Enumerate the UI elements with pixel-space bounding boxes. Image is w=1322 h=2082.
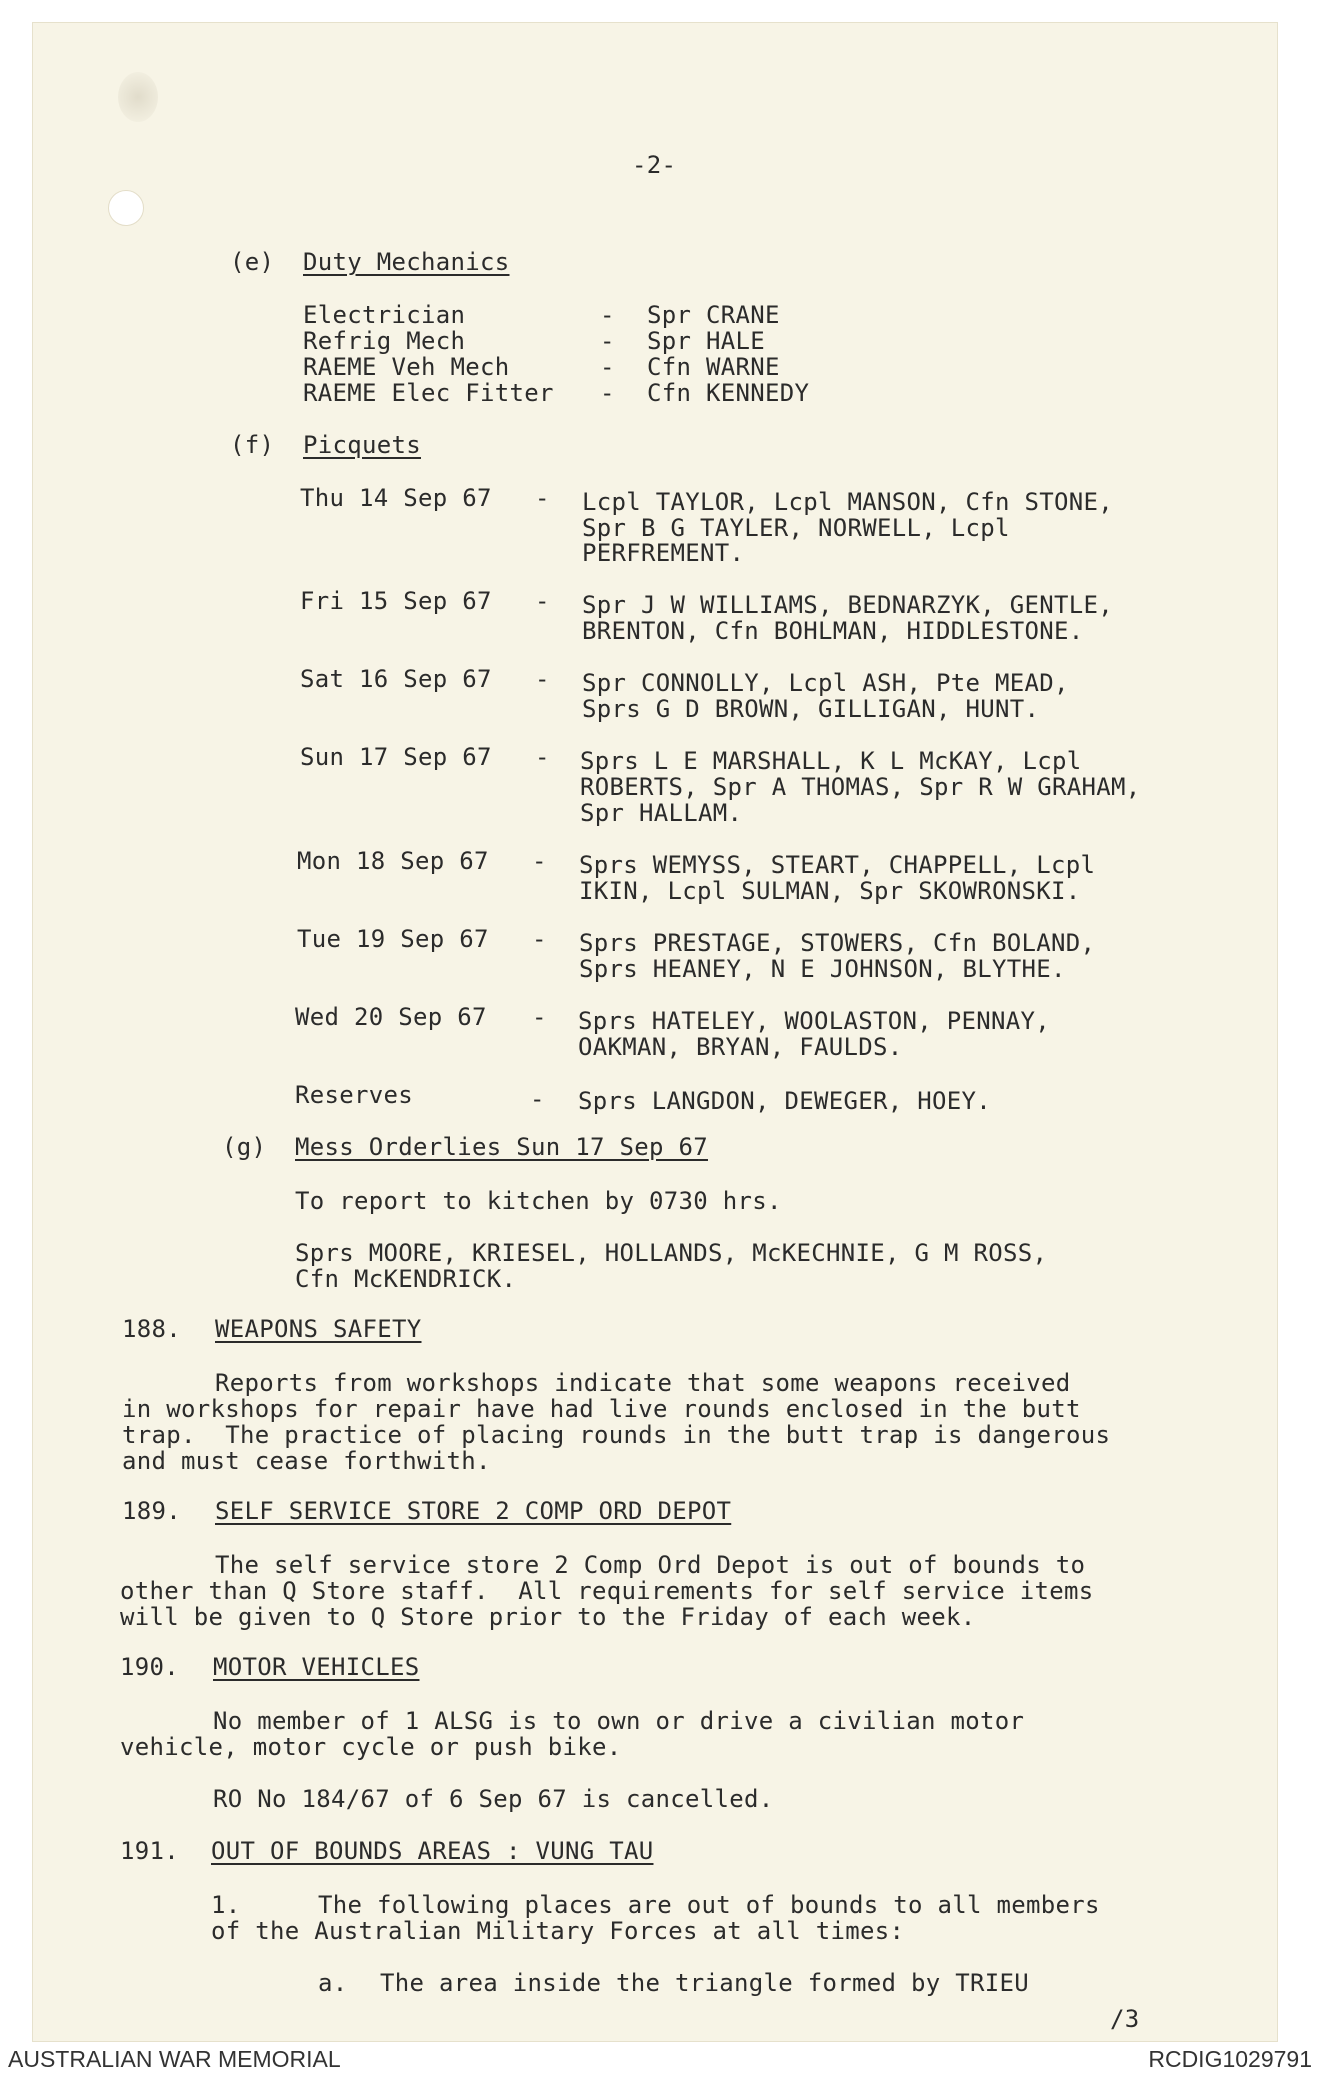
dash: - [535, 587, 550, 615]
picquet-names: Spr B G TAYLER, NORWELL, Lcpl [582, 514, 1010, 542]
dash: - [535, 665, 550, 693]
dash: - [600, 353, 615, 381]
mess-orderlies-names: Sprs MOORE, KRIESEL, HOLLANDS, McKECHNIE, G M ROSS, [295, 1239, 1048, 1267]
paragraph-text: No member of 1 ALSG is to own or drive a civilian motor [213, 1707, 1025, 1735]
item-label: a. [318, 1969, 348, 1997]
paragraph-number: 190. [120, 1653, 179, 1681]
picquet-names: Sprs HATELEY, WOOLASTON, PENNAY, [578, 1007, 1050, 1035]
page-number: -2- [632, 151, 677, 179]
paragraph-heading: MOTOR VEHICLES [213, 1653, 420, 1681]
picquet-date: Wed 20 Sep 67 [295, 1003, 487, 1031]
picquet-date: Sun 17 Sep 67 [300, 743, 492, 771]
picquet-date: Tue 19 Sep 67 [297, 925, 489, 953]
section-g-heading: Mess Orderlies Sun 17 Sep 67 [295, 1133, 708, 1161]
picquet-date: Reserves [295, 1081, 413, 1109]
dash: - [532, 847, 547, 875]
paper-crease [118, 72, 158, 122]
picquet-names: Sprs LANGDON, DEWEGER, HOEY. [578, 1087, 991, 1115]
role: RAEME Elec Fitter [303, 379, 554, 407]
punch-hole [108, 190, 144, 226]
dash: - [535, 484, 550, 512]
paragraph-text: The self service store 2 Comp Ord Depot is out of bounds to [215, 1551, 1086, 1579]
picquet-names: Sprs G D BROWN, GILLIGAN, HUNT. [582, 695, 1040, 723]
assigned-name: Cfn WARNE [647, 353, 780, 381]
dash: - [600, 301, 615, 329]
paragraph-text: trap. The practice of placing rounds in the butt trap is dangerous [122, 1421, 1111, 1449]
picquet-date: Thu 14 Sep 67 [300, 484, 492, 512]
role: RAEME Veh Mech [303, 353, 510, 381]
section-e-label: (e) [230, 248, 275, 276]
picquet-names: Sprs HEANEY, N E JOHNSON, BLYTHE. [579, 955, 1066, 983]
paragraph-number: 189. [122, 1497, 181, 1525]
item-text: The area inside the triangle formed by TRIEU [380, 1969, 1029, 1997]
picquet-names: Sprs WEMYSS, STEART, CHAPPELL, Lcpl [579, 851, 1096, 879]
picquet-date: Mon 18 Sep 67 [297, 847, 489, 875]
assigned-name: Cfn KENNEDY [647, 379, 810, 407]
mess-orderlies-names: Cfn McKENDRICK. [295, 1265, 517, 1293]
section-g-label: (g) [222, 1133, 267, 1161]
picquet-names: Spr J W WILLIAMS, BEDNARZYK, GENTLE, [582, 591, 1113, 619]
dash: - [535, 743, 550, 771]
paragraph-text: Reports from workshops indicate that some weapons received [215, 1369, 1071, 1397]
sub-paragraph-number: 1. [211, 1891, 241, 1919]
cancellation-note: RO No 184/67 of 6 Sep 67 is cancelled. [213, 1785, 774, 1813]
picquet-names: Sprs PRESTAGE, STOWERS, Cfn BOLAND, [579, 929, 1096, 957]
footer-record-id: RCDIG1029791 [1148, 2046, 1312, 2072]
dash: - [600, 327, 615, 355]
dash: - [532, 1003, 547, 1031]
paragraph-heading: WEAPONS SAFETY [215, 1315, 422, 1343]
dash: - [532, 925, 547, 953]
section-f-label: (f) [230, 431, 275, 459]
role: Electrician [303, 301, 466, 329]
dash: - [600, 379, 615, 407]
picquet-names: Spr HALLAM. [580, 799, 743, 827]
assigned-name: Spr CRANE [647, 301, 780, 329]
paragraph-text: and must cease forthwith. [122, 1447, 491, 1475]
picquet-names: ROBERTS, Spr A THOMAS, Spr R W GRAHAM, [580, 773, 1141, 801]
paragraph-text: of the Australian Military Forces at all times: [211, 1917, 905, 1945]
picquet-date: Sat 16 Sep 67 [300, 665, 492, 693]
dash: - [530, 1085, 545, 1113]
picquet-names: OAKMAN, BRYAN, FAULDS. [578, 1033, 903, 1061]
paragraph-text: vehicle, motor cycle or push bike. [120, 1733, 622, 1761]
paragraph-text: other than Q Store staff. All requirements for self service items [120, 1577, 1094, 1605]
paragraph-text: The following places are out of bounds to all members [318, 1891, 1100, 1919]
section-f-heading: Picquets [303, 431, 421, 459]
paragraph-text: will be given to Q Store prior to the Friday of each week. [120, 1603, 976, 1631]
footer-source: AUSTRALIAN WAR MEMORIAL [8, 2046, 341, 2072]
continuation-marker: /3 [1110, 2005, 1140, 2033]
paragraph-heading: OUT OF BOUNDS AREAS : VUNG TAU [211, 1837, 654, 1865]
paragraph-number: 191. [120, 1837, 179, 1865]
picquet-names: Sprs L E MARSHALL, K L McKAY, Lcpl [580, 747, 1082, 775]
paragraph-heading: SELF SERVICE STORE 2 COMP ORD DEPOT [215, 1497, 732, 1525]
picquet-names: IKIN, Lcpl SULMAN, Spr SKOWRONSKI. [579, 877, 1081, 905]
picquet-date: Fri 15 Sep 67 [300, 587, 492, 615]
picquet-names: Spr CONNOLLY, Lcpl ASH, Pte MEAD, [582, 669, 1069, 697]
paragraph-number: 188. [122, 1315, 181, 1343]
assigned-name: Spr HALE [647, 327, 765, 355]
picquet-names: PERFREMENT. [582, 539, 745, 567]
section-e-heading: Duty Mechanics [303, 248, 510, 276]
paragraph-text: in workshops for repair have had live rounds enclosed in the butt [122, 1395, 1081, 1423]
picquet-names: BRENTON, Cfn BOHLMAN, HIDDLESTONE. [582, 617, 1084, 645]
report-instruction: To report to kitchen by 0730 hrs. [295, 1187, 782, 1215]
role: Refrig Mech [303, 327, 466, 355]
picquet-names: Lcpl TAYLOR, Lcpl MANSON, Cfn STONE, [582, 488, 1113, 516]
